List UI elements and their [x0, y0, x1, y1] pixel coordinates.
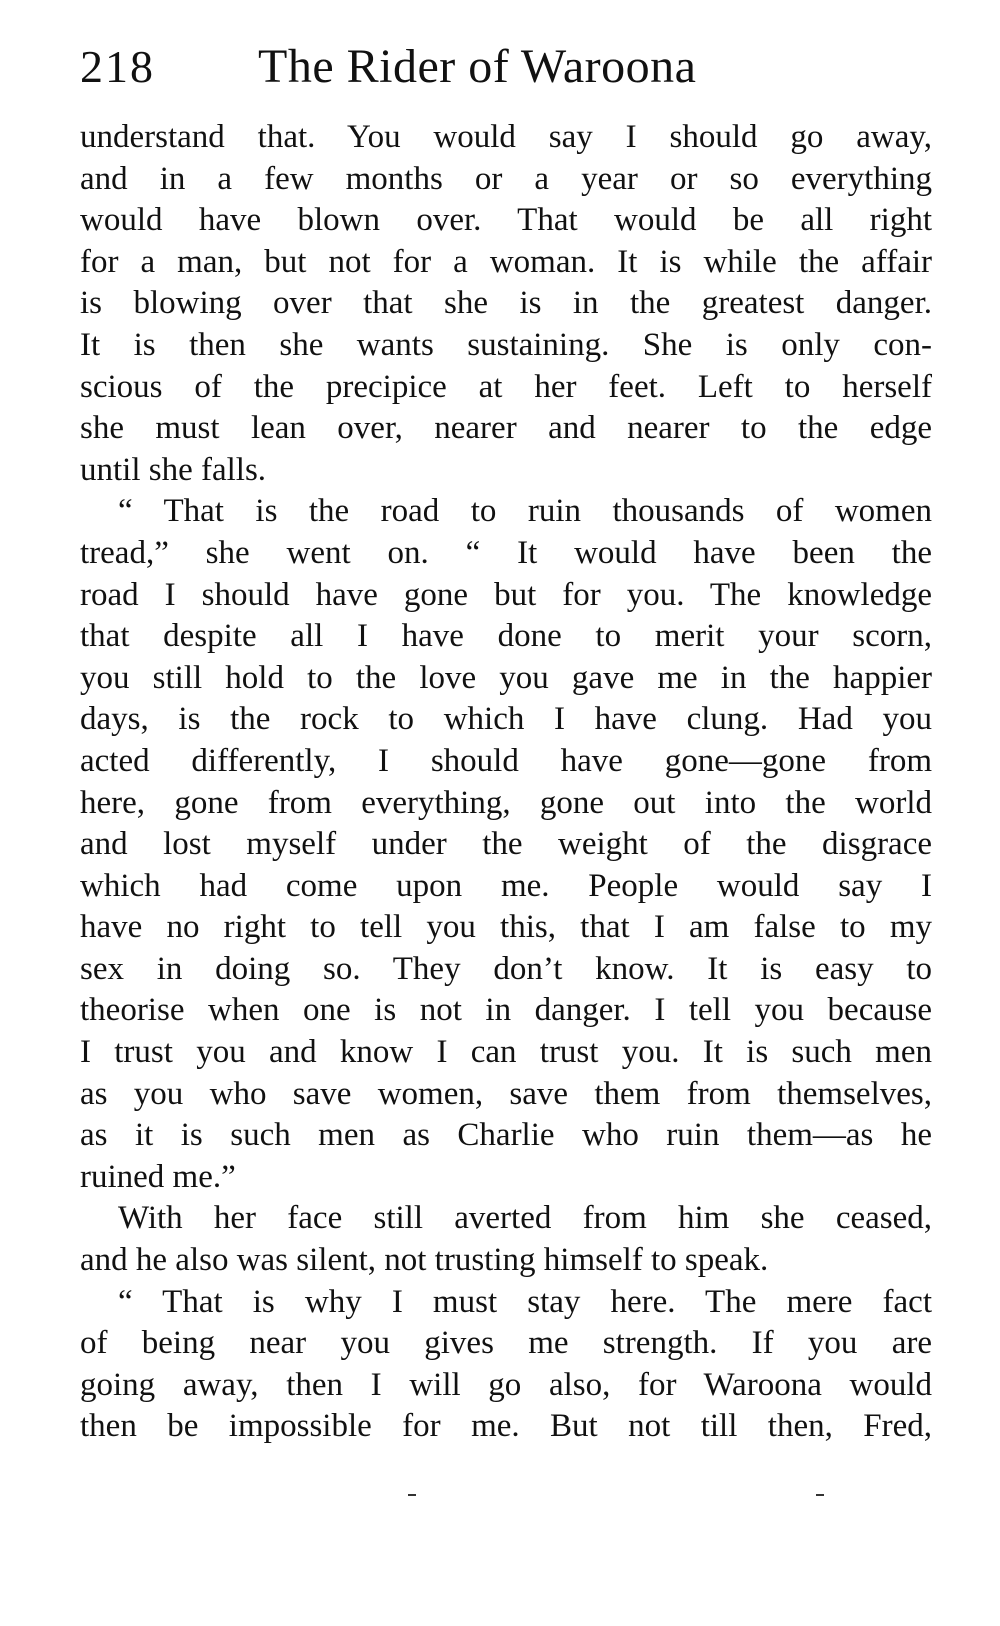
text-line: and he also was silent, not trusting himself to speak.: [80, 1242, 769, 1279]
text-line: would have blown over. That would be all right: [80, 202, 932, 239]
text-line: days, is the rock to which I have clung. Had you: [80, 701, 932, 738]
text-line: and in a few months or a year or so everything: [80, 160, 932, 197]
text-line: theorise when one is not in danger. I tell you because: [80, 992, 932, 1029]
text-line: tread,” she went on. “ It would have been the: [80, 534, 932, 571]
text-line: here, gone from everything, gone out into the world: [80, 784, 932, 821]
text-line: she must lean over, nearer and nearer to the edge: [80, 410, 932, 447]
text-line: ruined me.”: [80, 1158, 236, 1195]
text-line: as it is such men as Charlie who ruin them—as he: [80, 1117, 932, 1154]
text-line: you still hold to the love you gave me in the happier: [80, 659, 932, 696]
text-line: acted differently, I should have gone—gone from: [80, 742, 932, 779]
text-line: of being near you gives me strength. If you are: [80, 1325, 932, 1362]
print-mark: [816, 1494, 824, 1496]
text-line: sex in doing so. They don’t know. It is easy to: [80, 950, 932, 987]
text-line: then be impossible for me. But not till then, Fred,: [80, 1408, 932, 1445]
text-line: With her face still averted from him she ceased,: [118, 1200, 932, 1237]
text-line: that despite all I have done to merit your scorn,: [80, 618, 932, 655]
text-line: “ That is why I must stay here. The mere fact: [118, 1283, 932, 1320]
text-line: going away, then I will go also, for Waroona would: [80, 1366, 932, 1403]
text-line: have no right to tell you this, that I am false to my: [80, 909, 932, 946]
text-line: as you who save women, save them from themselves,: [80, 1075, 932, 1112]
text-line: road I should have gone but for you. The knowledge: [80, 576, 932, 613]
running-title: The Rider of Waroona: [258, 40, 697, 93]
text-line: understand that. You would say I should go away,: [80, 119, 932, 155]
text-line: is blowing over that she is in the greatest danger.: [80, 285, 932, 322]
text-line: I trust you and know I can trust you. It is such men: [80, 1034, 932, 1071]
text-line: which had come upon me. People would say I: [80, 867, 932, 904]
running-head: [80, 32, 940, 102]
print-mark: [408, 1494, 416, 1496]
text-line: until she falls.: [80, 451, 267, 488]
page-number: 218: [80, 41, 155, 92]
text-line: for a man, but not for a woman. It is while the affair: [80, 243, 932, 280]
text-line: scious of the precipice at her feet. Left to herself: [80, 368, 932, 405]
text-line: and lost myself under the weight of the disgrace: [80, 826, 932, 863]
body-text: [80, 117, 932, 1448]
text-line: It is then she wants sustaining. She is only con-: [80, 326, 932, 363]
text-line: “ That is the road to ruin thousands of women: [118, 493, 932, 530]
